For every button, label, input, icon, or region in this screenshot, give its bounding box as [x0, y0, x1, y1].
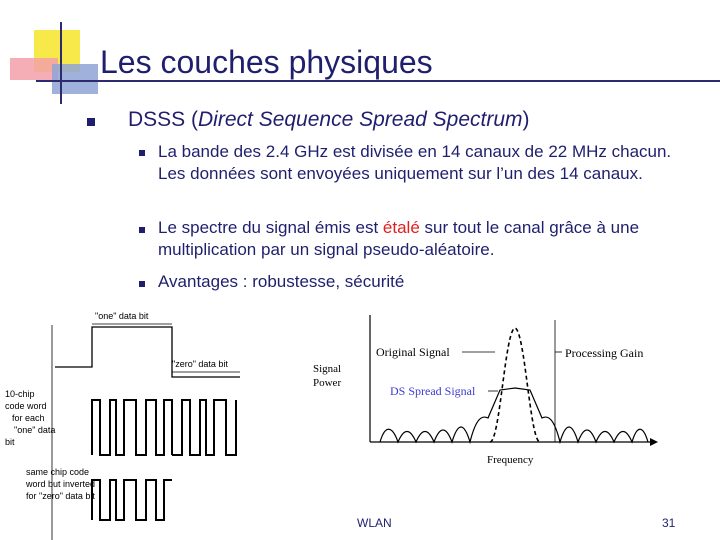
frequency-label: Frequency: [487, 454, 534, 466]
inverted-text: same chip code: [26, 467, 90, 477]
page-number: 31: [662, 516, 676, 530]
spectrum-diagram: [300, 310, 720, 475]
zero-bit-label: "zero" data bit: [172, 359, 228, 369]
chip-waveform-inverted: [92, 480, 172, 520]
sub-bullet-advantages: Avantages : robustesse, sécurité: [158, 272, 405, 291]
logo-vertical-line: [60, 22, 62, 104]
signal-power-label: Signal: [313, 363, 342, 375]
original-signal-curve: [490, 328, 540, 442]
chip-code-text: for each: [12, 413, 45, 423]
bullet-dsss: DSSS (Direct Sequence Spread Spectrum): [128, 108, 530, 131]
x-axis-arrow-icon: [650, 438, 658, 446]
footer-title: WLAN: [357, 516, 392, 530]
original-signal-label: Original Signal: [376, 345, 450, 359]
inverted-text: word but inverted: [26, 479, 96, 489]
bullet-square-icon: [87, 118, 95, 126]
chip-code-text: bit: [5, 437, 15, 447]
one-bit-label: "one" data bit: [95, 311, 149, 321]
sub-bullet-icon: [139, 281, 145, 287]
signal-power-label: Power: [313, 377, 342, 389]
chip-code-text: "one" data: [14, 425, 56, 435]
inverted-text: for "zero" data bit: [26, 491, 95, 501]
chip-waveform-one: [92, 400, 172, 455]
slide-title: Les couches physiques: [100, 44, 433, 80]
logo-red-square: [10, 58, 58, 80]
chip-code-text: code word: [5, 401, 47, 411]
sub-bullet-channels: La bande des 2.4 GHz est divisée en 14 canaux de 22 MHz chacun. Les données sont envoyées uniquement sur l’un des 14 canaux.: [158, 142, 672, 183]
chip-code-diagram: [0, 305, 260, 540]
logo-blue-square: [52, 64, 98, 94]
ds-spread-label: DS Spread Signal: [390, 384, 476, 398]
chip-waveform-zero-part1: [172, 400, 236, 455]
sub-bullet-spectrum: Le spectre du signal émis est étalé sur tout le canal grâce à une multiplication par un signal pseudo-aléatoire.: [158, 218, 640, 259]
sub-bullet-icon: [139, 150, 145, 156]
sub-bullet-icon: [139, 227, 145, 233]
processing-gain-label: Processing Gain: [565, 346, 644, 360]
chip-code-text: 10-chip: [5, 389, 35, 399]
data-bit-waveform: [55, 327, 240, 377]
